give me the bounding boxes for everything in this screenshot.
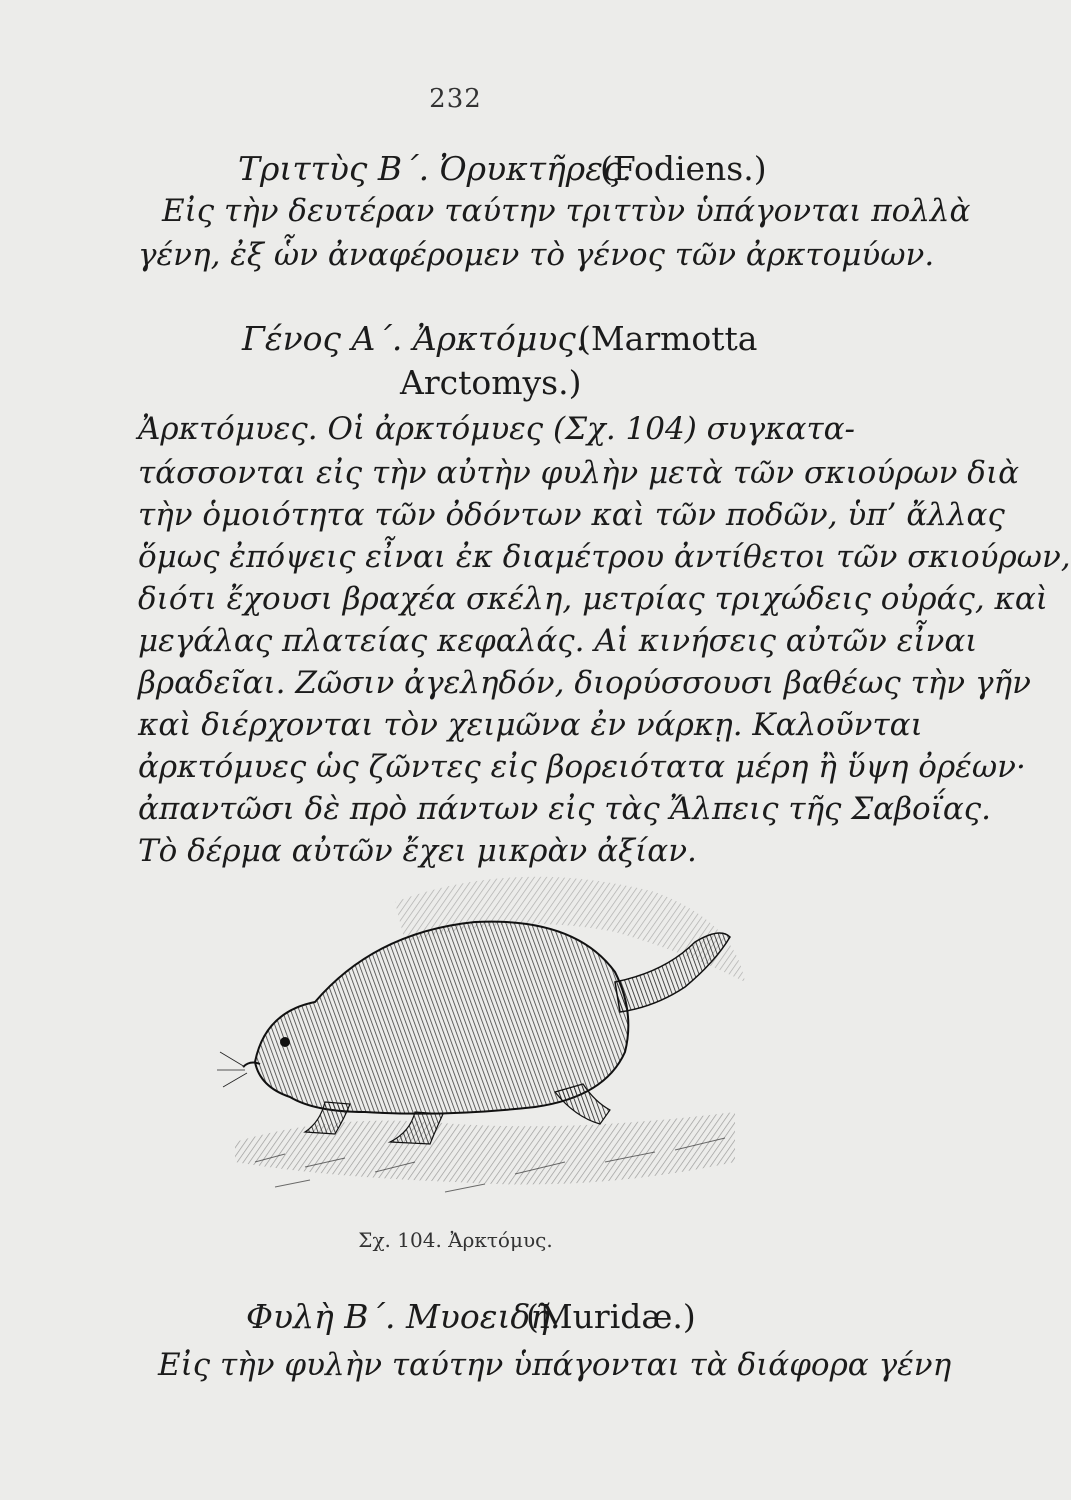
page-number: 232 <box>429 84 482 114</box>
text-line: Εἰς τὴν δευτέραν ταύτην τριττὺν ὑπάγονται πολλὰ <box>162 193 971 229</box>
marmot-illustration <box>215 862 755 1212</box>
family-heading-greek: Φυλὴ Β΄. Μυοειδῆ. <box>246 1297 561 1336</box>
text-line: ὅμως ἐπόψεις εἶναι ἐκ διαμέτρου ἀντίθετοι τῶν σκιούρων, <box>138 539 1071 575</box>
section-heading-greek: Τριττὺς Β΄. Ὀρυκτῆρες. <box>238 149 632 188</box>
text-line: βραδεῖαι. Ζῶσιν ἀγεληδόν, διορύσσουσι βαθέως τὴν γῆν <box>138 665 1031 701</box>
text-line: διότι ἔχουσι βραχέα σκέλη, μετρίας τριχώδεις οὐράς, καὶ <box>138 581 1048 617</box>
text-line: ἀρκτόμυες ὡς ζῶντες εἰς βορειότατα μέρη ἢ ὕψη ὀρέων· <box>138 749 1026 785</box>
text-line: μεγάλας πλατείας κεφαλάς. Αἱ κινήσεις αὐτῶν εἶναι <box>138 623 978 659</box>
genus-heading-latin-cont: Arctomys.) <box>400 363 582 402</box>
family-heading-latin: (Muridæ.) <box>526 1297 696 1336</box>
text-line: τὴν ὁμοιότητα τῶν ὀδόντων καὶ τῶν ποδῶν, ὑπ’ ἄλλας <box>138 497 1005 533</box>
text-line: ἀπαντῶσι δὲ πρὸ πάντων εἰς τὰς Ἄλπεις τῆς Σαβοΐας. <box>138 791 991 827</box>
text-line: τάσσονται εἰς τὴν αὐτὴν φυλὴν μετὰ τῶν σκιούρων διὰ <box>138 455 1020 491</box>
text-line: Εἰς τὴν φυλὴν ταύτην ὑπάγονται τὰ διάφορα γένη <box>158 1347 952 1383</box>
text-line: Ἀρκτόμυες. Οἱ ἀρκτόμυες (Σχ. 104) συγκατα- <box>138 411 855 447</box>
figure-caption: Σχ. 104. Ἀρκτόμυς. <box>358 1228 553 1252</box>
marmot-engraving <box>215 862 755 1212</box>
text-line: γένη, ἐξ ὧν ἀναφέρομεν τὸ γένος τῶν ἀρκτομύων. <box>138 237 935 273</box>
text-line: Τὸ δέρμα αὐτῶν ἔχει μικρὰν ἀξίαν. <box>138 833 697 869</box>
section-heading-latin: (Fodiens.) <box>600 149 767 188</box>
genus-heading-latin: (Marmotta <box>578 319 758 358</box>
genus-heading-greek: Γένος Α΄. Ἀρκτόμυς. <box>242 319 587 358</box>
text-line: καὶ διέρχονται τὸν χειμῶνα ἐν νάρκῃ. Καλοῦνται <box>138 707 923 743</box>
